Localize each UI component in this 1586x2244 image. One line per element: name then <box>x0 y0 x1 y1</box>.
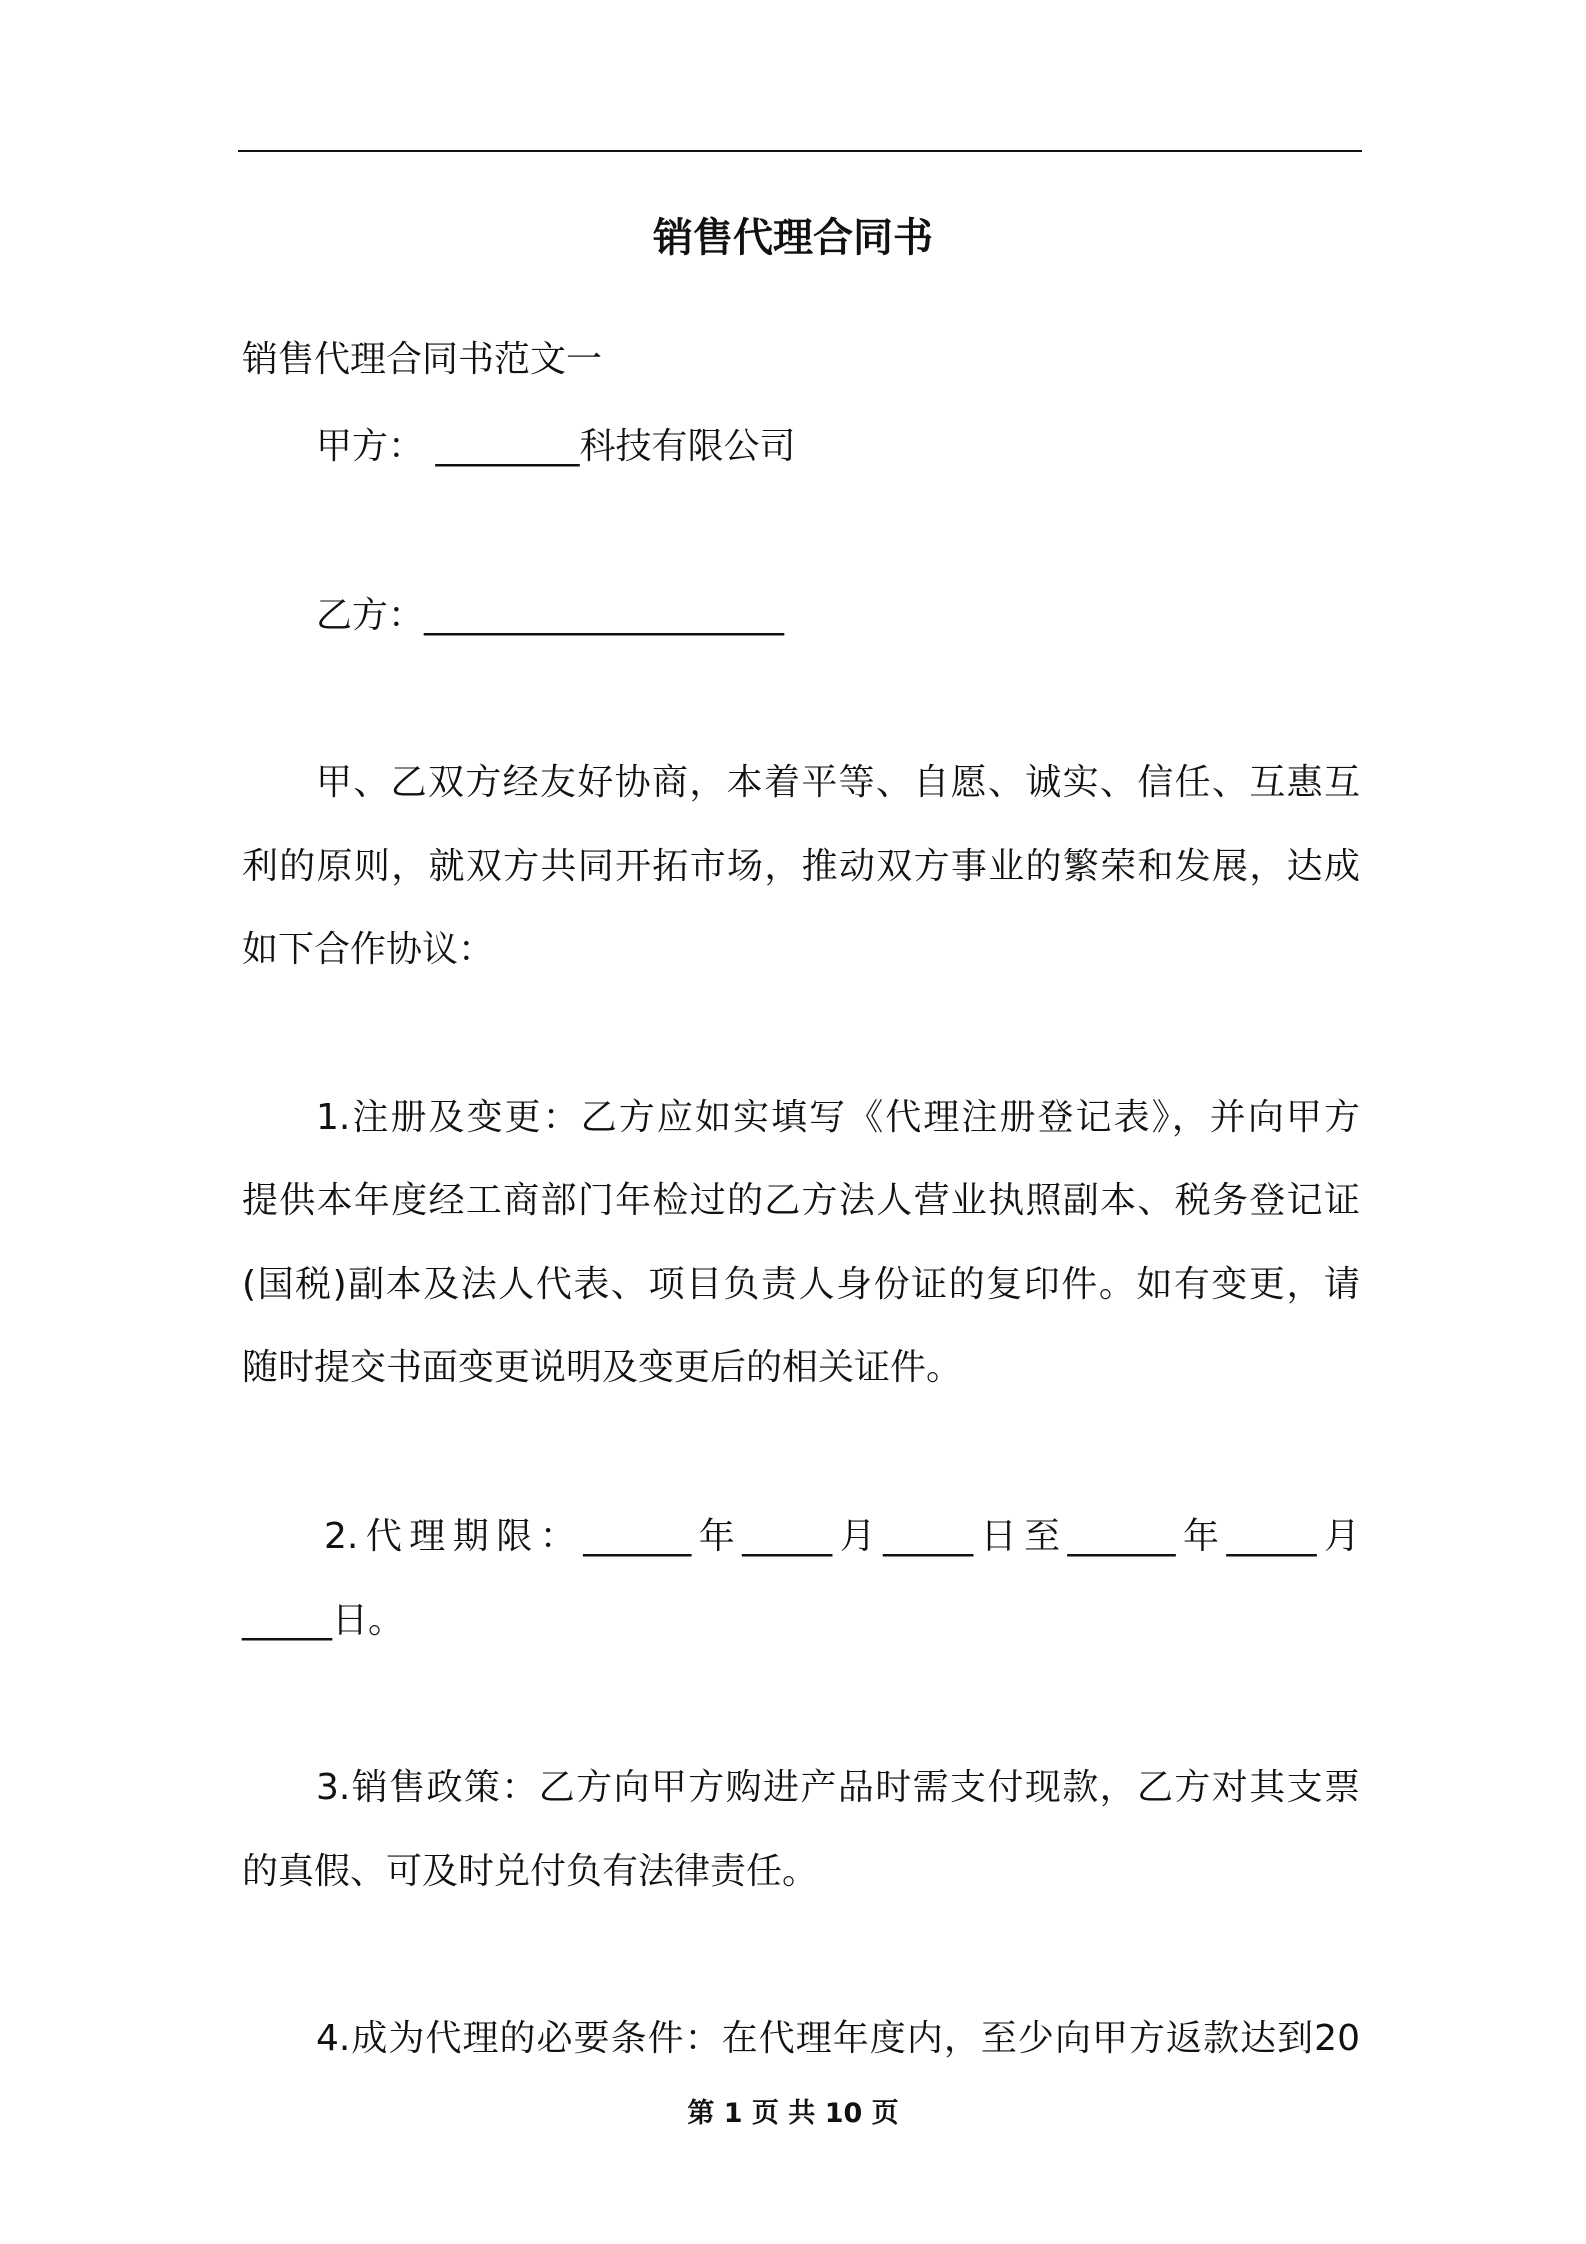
clause-1-line: (国税)副本及法人代表、项目负责人身份证的复印件。如有变更，请 <box>242 1264 1360 1305</box>
clause-1-line: 随时提交书面变更说明及变更后的相关证件。 <box>242 1347 963 1388</box>
clause-3-line: 的真假、可及时兑付负有法律责任。 <box>242 1851 819 1892</box>
clause-1-line: 提供本年度经工商部门年检过的乙方法人营业执照副本、税务登记证 <box>242 1180 1360 1221</box>
clause-2-line: 2.代理期限：______年_____月_____日至______年_____月 <box>324 1516 1360 1557</box>
clause-4-line: 4.成为代理的必要条件：在代理年度内，至少向甲方返款达到20 <box>316 2018 1360 2059</box>
intro-line: 甲、乙双方经友好协商，本着平等、自愿、诚实、信任、互惠互 <box>316 762 1360 803</box>
party-a: 甲方： ________科技有限公司 <box>316 426 796 467</box>
party-b: 乙方：____________________ <box>316 595 785 636</box>
page-footer: 第 1 页 共 10 页 <box>687 2098 899 2129</box>
header-rule <box>238 150 1362 152</box>
clause-2-line: _____日。 <box>242 1600 405 1641</box>
intro-line: 利的原则，就双方共同开拓市场，推动双方事业的繁荣和发展，达成 <box>242 846 1360 887</box>
document-title: 销售代理合同书 <box>653 215 933 261</box>
intro-line: 如下合作协议： <box>242 929 495 970</box>
subtitle: 销售代理合同书范文一 <box>242 339 603 380</box>
clause-3-line: 3.销售政策：乙方向甲方购进产品时需支付现款，乙方对其支票 <box>316 1767 1360 1808</box>
clause-1-line: 1.注册及变更：乙方应如实填写《代理注册登记表》，并向甲方 <box>316 1097 1360 1138</box>
